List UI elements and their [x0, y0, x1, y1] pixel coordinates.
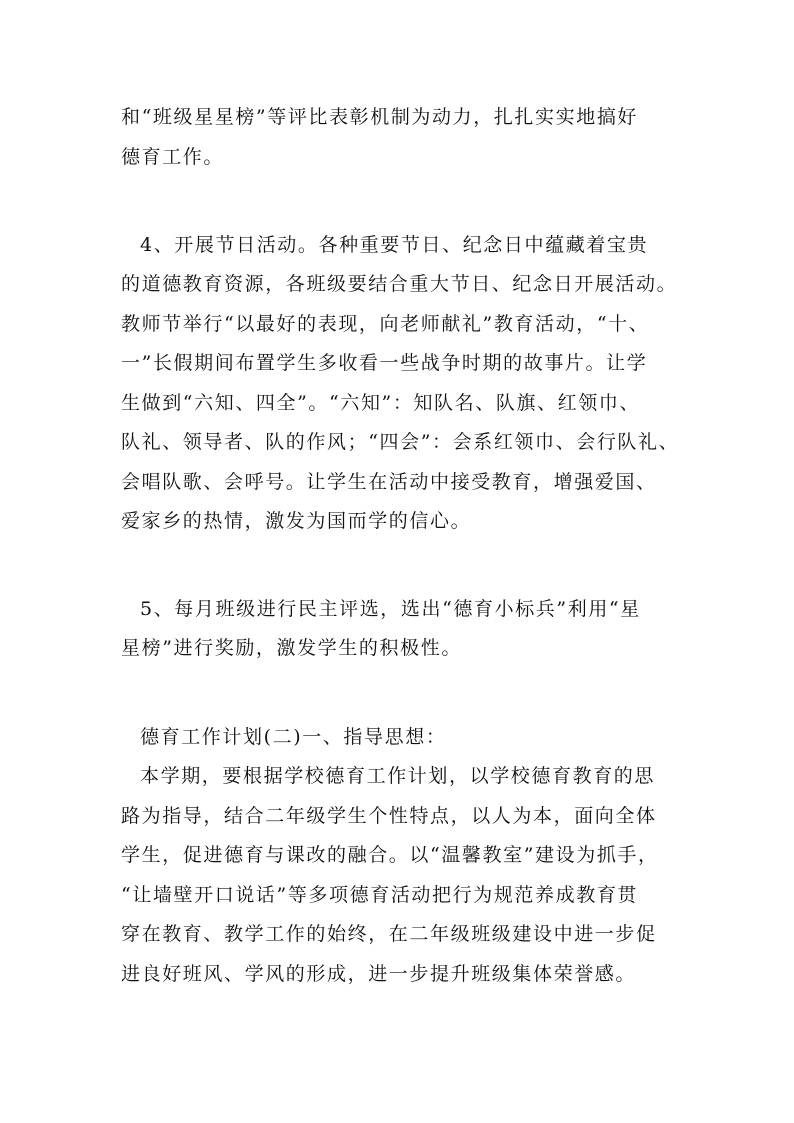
paragraph-line: “让墙壁开口说话”等多项德育活动把行为规范养成教育贯: [121, 884, 639, 906]
paragraph-line: 进良好班风、学风的形成，进一步提升班级集体荣誉感。: [121, 963, 637, 985]
paragraph-line: 德育工作。: [121, 146, 225, 168]
paragraph-line: 5、每月班级进行民主评选，选出“德育小标兵”利用“星: [140, 598, 641, 620]
paragraph-line: 生做到“六知、四全”。“六知”：知队名、队旗、红领巾、: [121, 392, 641, 414]
paragraph-line: 爱家乡的热情，激发为国而学的信心。: [121, 510, 472, 532]
paragraph-line: 路为指导，结合二年级学生个性特点，以人为本，面向全体: [121, 805, 657, 827]
section-heading: 德育工作计划(二)一、指导思想：: [140, 726, 447, 748]
paragraph-line: 的道德教育资源，各班级要结合重大节日、纪念日开展活动。: [121, 273, 678, 295]
paragraph-line: 一”长假期间布置学生多收看一些战争时期的故事片。让学: [121, 352, 648, 374]
paragraph-line: 本学期，要根据学校德育工作计划，以学校德育教育的思: [140, 765, 656, 787]
paragraph-line: 队礼、领导者、队的作风；“四会”：会系红领巾、会行队礼、: [121, 431, 680, 453]
paragraph-line: 学生，促进德育与课改的融合。以“温馨教室”建设为抓手，: [121, 844, 659, 866]
paragraph-line: 教师节举行“以最好的表现，向老师献礼”教育活动，“十、: [121, 313, 650, 335]
paragraph-line: 4、开展节日活动。各种重要节日、纪念日中蕴藏着宝贵: [140, 234, 649, 256]
paragraph-line: 穿在教育、教学工作的始终，在二年级班级建设中进一步促: [121, 923, 657, 945]
paragraph-line: 会唱队歌、会呼号。让学生在活动中接受教育，增强爱国、: [121, 471, 657, 493]
paragraph-line: 星榜”进行奖励，激发学生的积极性。: [121, 637, 462, 659]
paragraph-line: 和“班级星星榜”等评比表彰机制为动力，扎扎实实地搞好: [121, 106, 639, 128]
